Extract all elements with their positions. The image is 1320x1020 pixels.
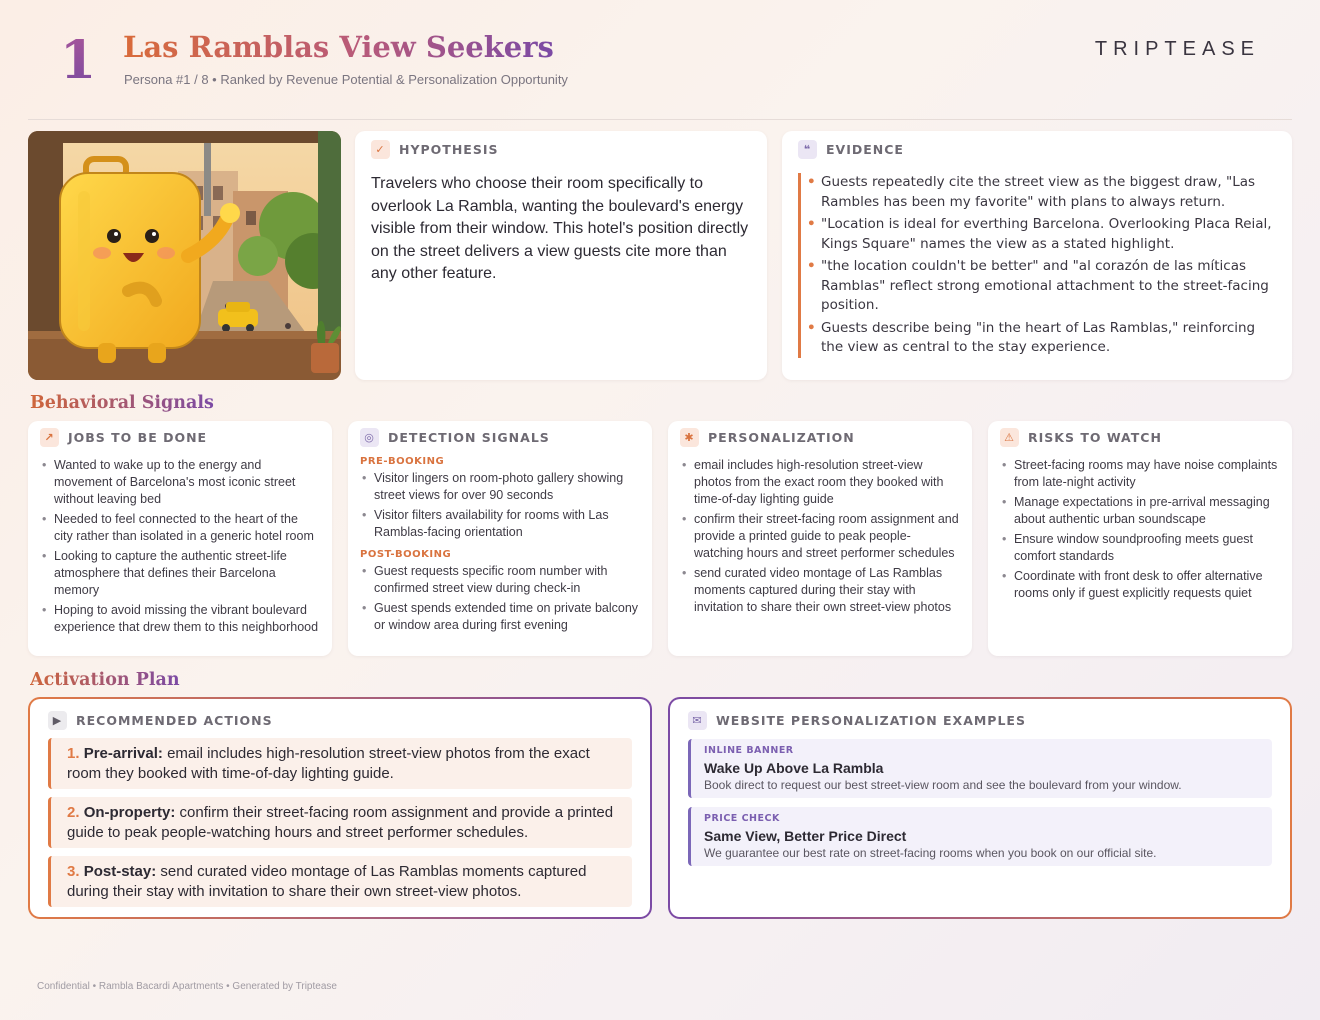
risks-heading: RISKS TO WATCH xyxy=(1028,430,1162,445)
risks-heading-row xyxy=(1000,428,1280,447)
list-item: • Wanted to wake up to the energy and movement of Barcelona's most iconic street without leaving bed xyxy=(40,457,320,508)
hypothesis-heading: HYPOTHESIS xyxy=(399,142,499,157)
action-number: 3. xyxy=(67,863,80,880)
hypothesis-heading-row xyxy=(371,140,751,159)
behavioral-signals-title: Behavioral Signals xyxy=(30,393,214,413)
hypothesis-card xyxy=(355,131,767,380)
example-label: PRICE CHECK xyxy=(704,813,780,824)
hypothesis-text: Travelers who choose their room specifically to overlook La Rambla, wanting the boulevard's energy visible from their window. This hotel's position directly on the street delivers a view guests cite more than any other feature. xyxy=(371,175,749,282)
jobs-heading: JOBS TO BE DONE xyxy=(68,430,208,445)
list-item: • Coordinate with front desk to offer alternative rooms only if guest explicitly requests quiet xyxy=(1000,568,1280,602)
evidence-card xyxy=(782,131,1292,380)
evidence-item: • "the location couldn't be better" and "al corazón de las míticas Ramblas" reflect strong emotional attachment to the street-facing position. xyxy=(821,257,1276,316)
list-item: • Guest spends extended time on private balcony or window area during first evening xyxy=(360,600,640,634)
list-item: • confirm their street-facing room assignment and provide a printed guide to peak people-watching hours and street performer schedules xyxy=(680,511,960,562)
recommended-actions-card xyxy=(28,697,652,919)
example-title: Same View, Better Price Direct xyxy=(704,828,907,844)
page-subtitle: Persona #1 / 8 • Ranked by Revenue Potential & Personalization Opportunity xyxy=(124,72,568,87)
persona-number: 1 xyxy=(60,30,97,91)
list-item: • Hoping to avoid missing the vibrant boulevard experience that drew them to this neighborhood xyxy=(40,602,320,636)
page-header xyxy=(0,0,1320,120)
risks-list xyxy=(1000,457,1280,602)
evidence-list xyxy=(798,173,1276,358)
evidence-item: • Guests repeatedly cite the street view as the biggest draw, "Las Rambles has been my favorite" with plans to always return. xyxy=(821,173,1276,212)
examples-heading: WEBSITE PERSONALIZATION EXAMPLES xyxy=(716,713,1026,728)
brand-logo: TRIPTEASE xyxy=(1094,38,1260,60)
quote-icon: ❝ xyxy=(798,140,817,159)
evidence-heading-row xyxy=(798,140,1276,159)
action-label: On-property: xyxy=(83,804,176,821)
detection-heading-row xyxy=(360,428,640,447)
risks-card xyxy=(988,421,1292,656)
example-body: Book direct to request our best street-view room and see the boulevard from your window. xyxy=(704,778,1182,792)
action-item-post-stay xyxy=(48,856,632,907)
actions-heading-row xyxy=(48,711,632,730)
examples-heading-row xyxy=(688,711,1272,730)
radar-icon: ◎ xyxy=(360,428,379,447)
play-icon: ▶ xyxy=(48,711,67,730)
list-item: • Manage expectations in pre-arrival messaging about authentic urban soundscape xyxy=(1000,494,1280,528)
action-number: 1. xyxy=(67,745,80,762)
action-label: Post-stay: xyxy=(83,863,157,880)
post-booking-list xyxy=(360,563,640,634)
evidence-heading: EVIDENCE xyxy=(826,142,904,157)
list-item: • Visitor lingers on room-photo gallery showing street views for over 90 seconds xyxy=(360,470,640,504)
warning-icon: ⚠ xyxy=(1000,428,1019,447)
detection-card xyxy=(348,421,652,656)
evidence-item: • "Location is ideal for everthing Barcelona. Overlooking Placa Reial, Kings Square" names the view as a stated highlight. xyxy=(821,215,1276,254)
detection-heading: DETECTION SIGNALS xyxy=(388,430,550,445)
post-booking-label: POST-BOOKING xyxy=(360,549,452,560)
action-item-on-property xyxy=(48,797,632,848)
action-text: confirm their street-facing room assignment and provide a printed guide to peak people-watching hours and street performer schedules. xyxy=(67,804,614,841)
action-text: email includes high-resolution street-view photos from the exact room they booked with time-of-day lighting guide. xyxy=(67,745,590,782)
list-item: • Looking to capture the authentic street-life atmosphere that defines their Barcelona memory xyxy=(40,548,320,599)
example-inline-banner xyxy=(688,739,1272,798)
jobs-card xyxy=(28,421,332,656)
page-title: Las Ramblas View Seekers xyxy=(123,30,554,64)
page-footer: Confidential • Rambla Bacardi Apartments • Generated by Triptease xyxy=(37,981,337,992)
mail-icon: ✉ xyxy=(688,711,707,730)
action-item-pre-arrival xyxy=(48,738,632,789)
list-item: • Visitor filters availability for rooms with Las Ramblas-facing orientation xyxy=(360,507,640,541)
example-label: INLINE BANNER xyxy=(704,745,794,756)
personalization-heading-row xyxy=(680,428,960,447)
persona-illustration xyxy=(28,131,341,380)
example-body: We guarantee our best rate on street-facing rooms when you book on our official site. xyxy=(704,846,1157,860)
jobs-heading-row xyxy=(40,428,320,447)
personalization-card xyxy=(668,421,972,656)
personalization-list xyxy=(680,457,960,616)
header-divider xyxy=(28,119,1292,120)
check-icon: ✓ xyxy=(371,140,390,159)
jobs-list xyxy=(40,457,320,636)
website-personalization-card xyxy=(668,697,1292,919)
action-label: Pre-arrival: xyxy=(83,745,163,762)
evidence-item: • Guests describe being "in the heart of Las Ramblas," reinforcing the view as central to the stay experience. xyxy=(821,319,1276,358)
activation-plan-title: Activation Plan xyxy=(30,670,180,690)
action-text: send curated video montage of Las Ramblas moments captured during their stay with invitation to share their own street-view photos. xyxy=(67,863,587,900)
personalization-heading: PERSONALIZATION xyxy=(708,430,855,445)
example-price-check xyxy=(688,807,1272,866)
action-number: 2. xyxy=(67,804,80,821)
list-item: • Street-facing rooms may have noise complaints from late-night activity xyxy=(1000,457,1280,491)
list-item: • send curated video montage of Las Ramblas moments captured during their stay with invitation to share their own street-view photos xyxy=(680,565,960,616)
list-item: • email includes high-resolution street-view photos from the exact room they booked with time-of-day lighting guide xyxy=(680,457,960,508)
list-item: • Ensure window soundproofing meets guest comfort standards xyxy=(1000,531,1280,565)
actions-heading: RECOMMENDED ACTIONS xyxy=(76,713,273,728)
list-item: • Guest requests specific room number with confirmed street view during check-in xyxy=(360,563,640,597)
trend-arrow-icon: ↗ xyxy=(40,428,59,447)
example-title: Wake Up Above La Rambla xyxy=(704,760,884,776)
list-item: • Needed to feel connected to the heart of the city rather than isolated in a generic hotel room xyxy=(40,511,320,545)
pre-booking-list xyxy=(360,470,640,541)
sparkle-icon: ✱ xyxy=(680,428,699,447)
pre-booking-label: PRE-BOOKING xyxy=(360,456,445,467)
